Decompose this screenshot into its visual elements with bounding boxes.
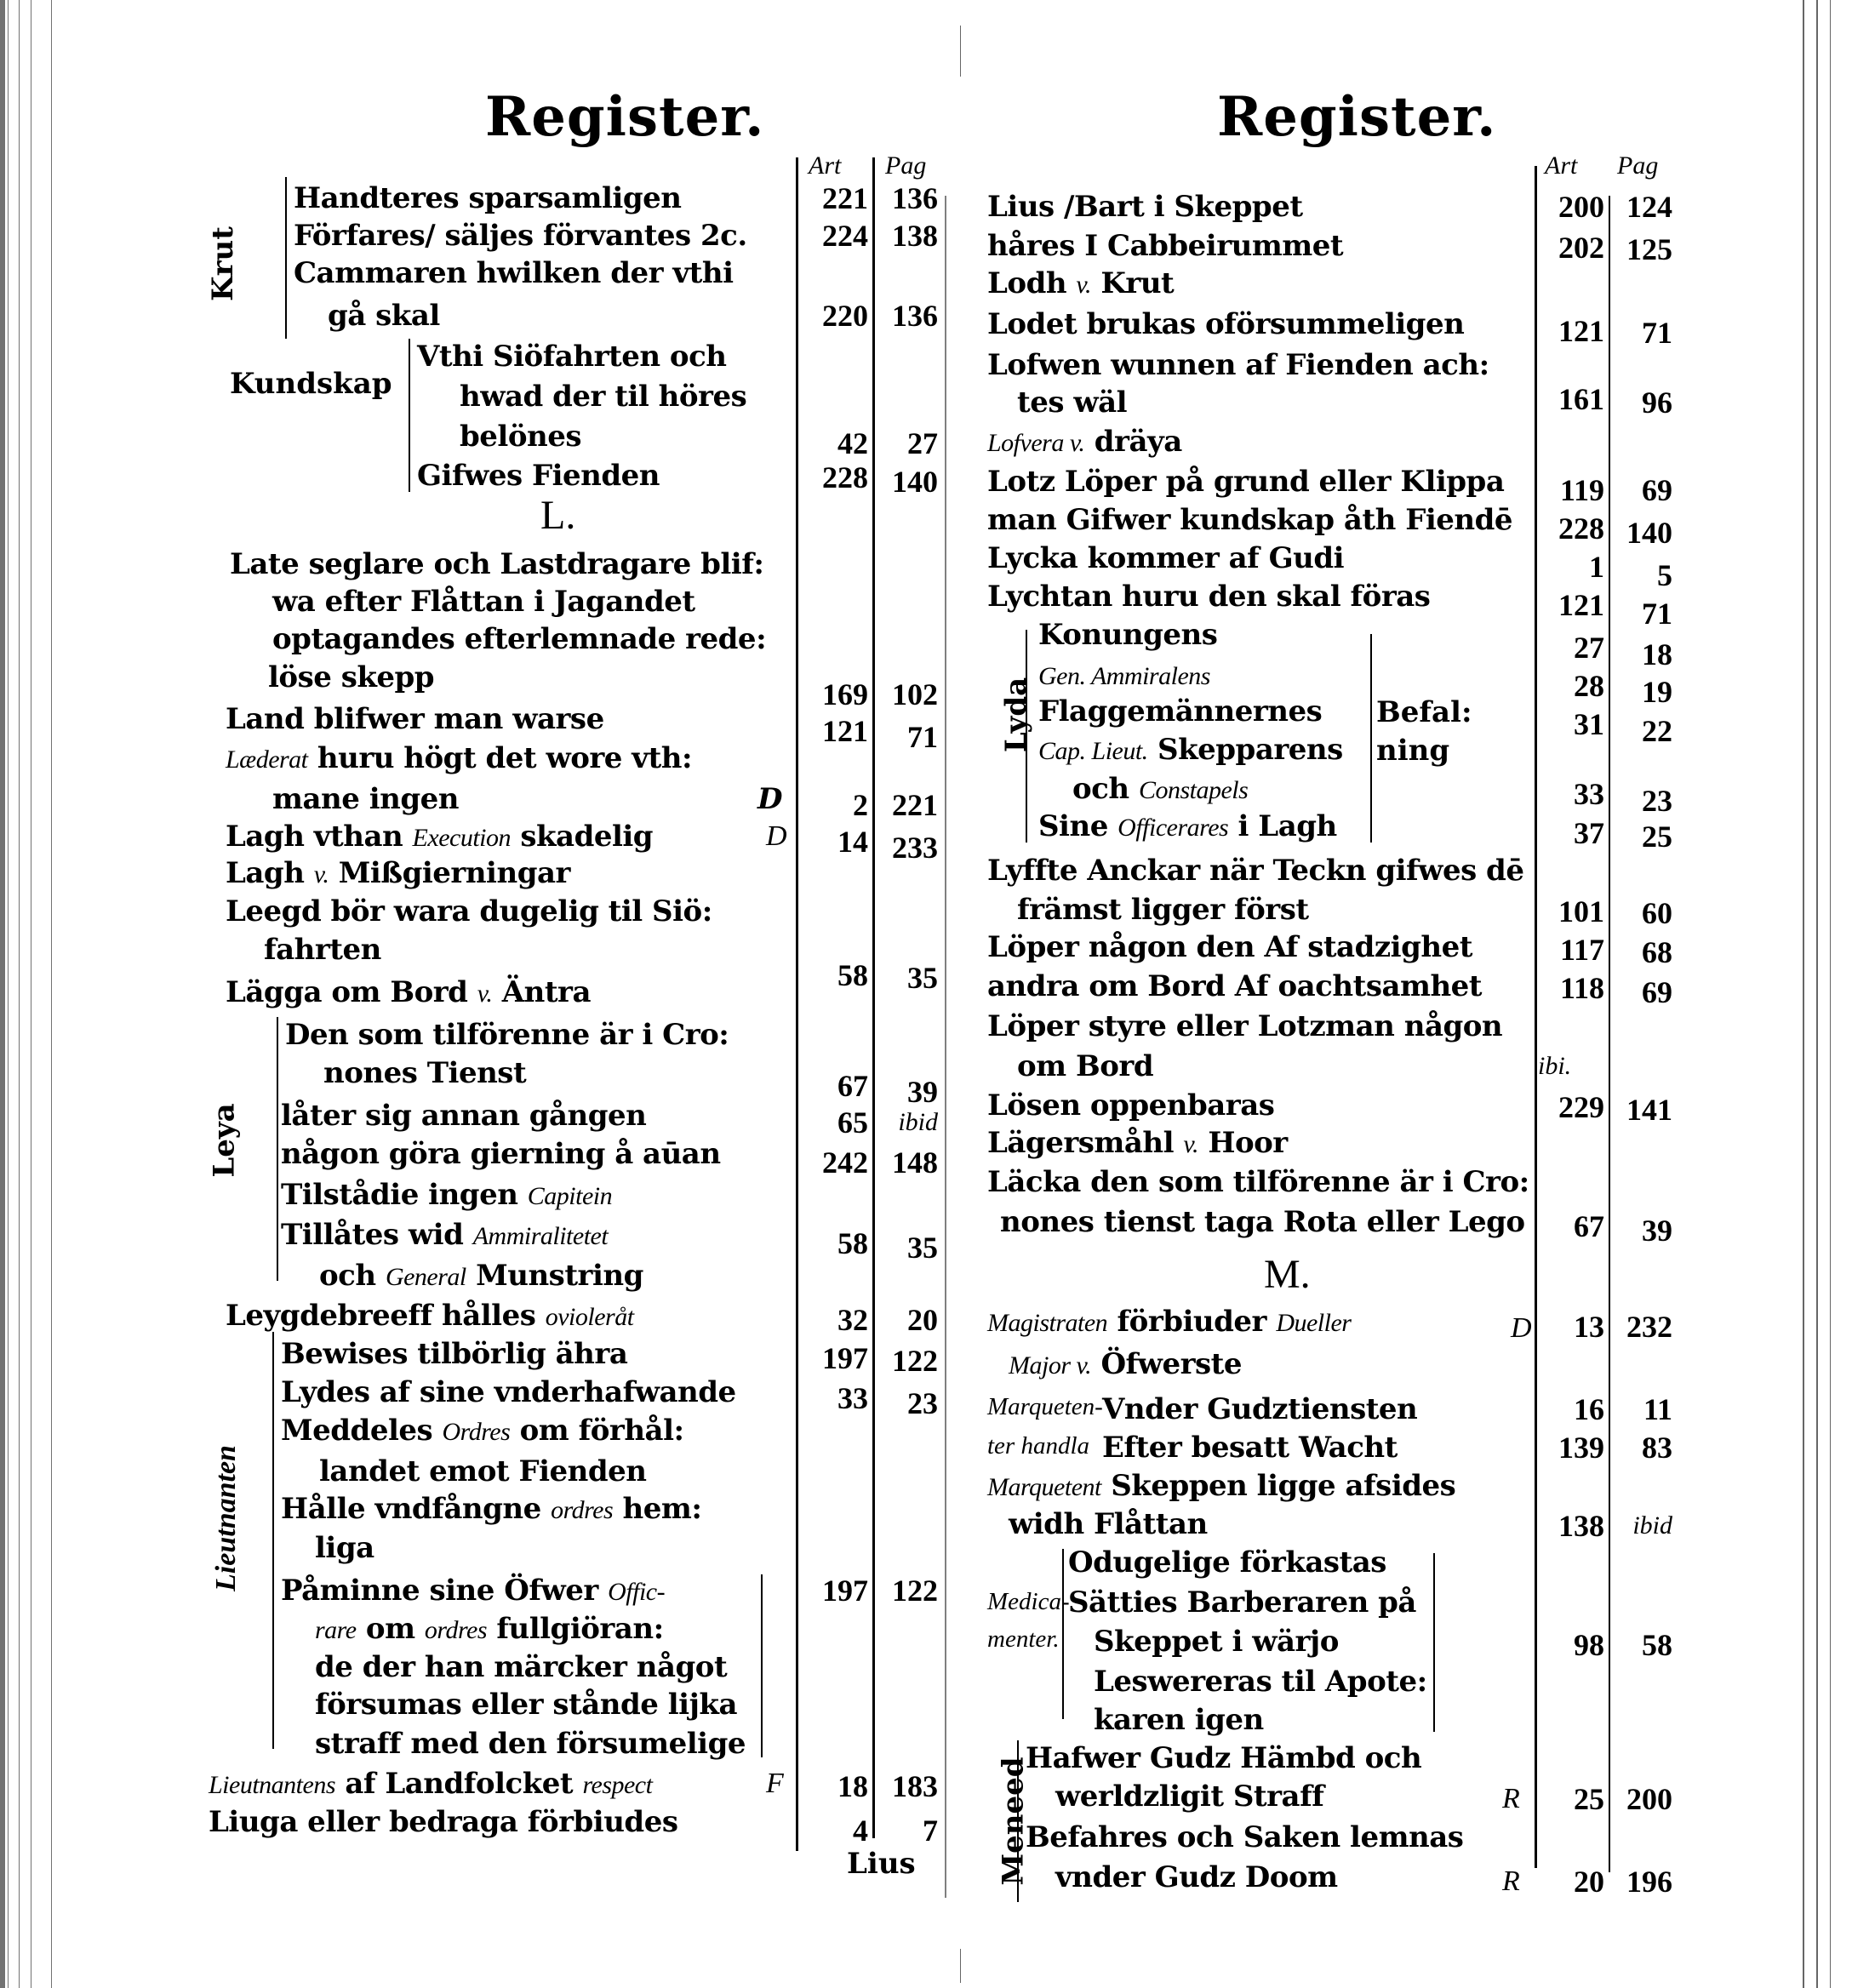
index-entry: Sätties Barberaren på bbox=[1068, 1585, 1416, 1620]
index-entry bbox=[319, 1258, 643, 1294]
art-number: 20 bbox=[1574, 1865, 1604, 1899]
entry-text: Lagh bbox=[226, 856, 305, 890]
column-rule-art bbox=[796, 157, 798, 1851]
index-entry: landet emot Fienden bbox=[319, 1454, 647, 1488]
page-number: 11 bbox=[1643, 1392, 1672, 1426]
page-number: 196 bbox=[1626, 1865, 1672, 1899]
art-number: 197 bbox=[822, 1574, 868, 1608]
page-number: 68 bbox=[1642, 935, 1672, 969]
art-number: 169 bbox=[822, 677, 868, 711]
entry-italic: v. bbox=[1183, 1130, 1198, 1158]
column-header-art: Art bbox=[809, 151, 842, 180]
entry-text: Meddeles bbox=[281, 1414, 433, 1448]
group-label-kundskap: Kundskap bbox=[230, 367, 392, 401]
page-number: 27 bbox=[907, 426, 938, 460]
art-number: 197 bbox=[822, 1341, 868, 1375]
entry-italic: Dueller bbox=[1276, 1309, 1352, 1337]
index-entry bbox=[209, 1766, 652, 1802]
page-number: 5 bbox=[1657, 558, 1672, 592]
page-number: 71 bbox=[1642, 597, 1672, 631]
entry-italic: Cap. Lieut. bbox=[1038, 737, 1148, 765]
index-entry: de der han märcker något bbox=[315, 1650, 728, 1684]
index-entry: om Bord bbox=[1017, 1049, 1154, 1083]
entry-italic: Officerares bbox=[1117, 814, 1229, 842]
index-entry bbox=[281, 1573, 665, 1608]
page-edge-rule bbox=[945, 196, 946, 1898]
entry-text: och bbox=[1072, 772, 1129, 806]
entry-text: om förhål: bbox=[519, 1414, 684, 1448]
gutter-mark bbox=[960, 1949, 961, 1983]
index-entry bbox=[987, 1125, 1288, 1161]
page-number: 69 bbox=[1642, 473, 1672, 507]
index-entry bbox=[1072, 771, 1248, 807]
page-number: 35 bbox=[907, 1231, 938, 1265]
index-entry: Cammaren hwilken der vthi bbox=[294, 256, 734, 290]
index-entry bbox=[987, 1304, 1351, 1340]
index-entry: Liuga eller bedraga förbiudes bbox=[209, 1805, 678, 1839]
art-number: 58 bbox=[837, 1226, 868, 1260]
index-entry: Leegd bör wara dugelig til Siö: bbox=[226, 894, 712, 928]
entry-italic: Ammiralitetet bbox=[472, 1222, 609, 1250]
index-entry bbox=[281, 1413, 684, 1448]
catchword: Lius bbox=[847, 1847, 916, 1881]
group-label-krut: Krut bbox=[205, 226, 240, 301]
index-entry bbox=[226, 1298, 634, 1334]
entry-text: Lägga om Bord bbox=[226, 975, 468, 1009]
source-mark: D bbox=[757, 782, 782, 816]
entry-italic: Major v. bbox=[1009, 1351, 1092, 1380]
art-number: 31 bbox=[1574, 707, 1604, 741]
entry-italic: Marquetent bbox=[987, 1473, 1101, 1501]
page-number: 39 bbox=[1642, 1214, 1672, 1248]
index-entry bbox=[226, 740, 692, 776]
page-number: 140 bbox=[1626, 516, 1672, 550]
index-entry: löse skepp bbox=[268, 660, 435, 694]
art-number: 2 bbox=[853, 788, 868, 822]
entry-italic: rare bbox=[315, 1616, 357, 1644]
index-entry: belönes bbox=[460, 420, 581, 454]
group-label-meneed: Meneed bbox=[996, 1757, 1031, 1886]
index-entry: Lius /Bart i Skeppet bbox=[987, 190, 1303, 224]
brace bbox=[1430, 1553, 1435, 1732]
art-number: 16 bbox=[1574, 1392, 1604, 1426]
column-rule-pag bbox=[872, 157, 875, 1838]
brace bbox=[1026, 630, 1027, 843]
art-number: 42 bbox=[837, 426, 868, 460]
section-letter: L. bbox=[540, 493, 576, 538]
art-number: 242 bbox=[822, 1145, 868, 1180]
page-number: 23 bbox=[907, 1386, 938, 1420]
entry-italic: respect bbox=[582, 1771, 653, 1799]
index-entry: wa efter Flåttan i Jagandet bbox=[272, 585, 695, 619]
index-entry: Lydes af sine vnderhafwande bbox=[281, 1375, 736, 1409]
art-number: 121 bbox=[1558, 588, 1604, 622]
index-entry: Lofwen wunnen af Fienden ach: bbox=[987, 348, 1489, 382]
index-entry: Vnder Gudztiensten bbox=[1102, 1392, 1418, 1426]
entry-text: och bbox=[319, 1259, 376, 1293]
group-label-marquetenter: Marqueten- ter handla bbox=[987, 1393, 1103, 1460]
art-number: 101 bbox=[1558, 894, 1604, 928]
brace bbox=[272, 1332, 274, 1749]
art-number: 33 bbox=[837, 1381, 868, 1415]
page-number: 136 bbox=[892, 181, 938, 215]
brace bbox=[277, 1017, 278, 1281]
entry-text: Krut bbox=[1100, 266, 1175, 300]
index-entry: Gifwes Fienden bbox=[417, 459, 660, 493]
index-entry bbox=[1009, 1346, 1242, 1382]
page-number: 18 bbox=[1642, 637, 1672, 671]
entry-italic: Constapels bbox=[1138, 776, 1249, 804]
page-number: 71 bbox=[907, 720, 938, 754]
group-label-befalning: Befal: ning bbox=[1376, 695, 1472, 768]
index-entry: Odugelige förkastas bbox=[1068, 1545, 1386, 1580]
index-entry: Läcka den som tilförenne är i Cro: bbox=[987, 1165, 1529, 1199]
entry-text: fullgiöran: bbox=[496, 1612, 664, 1646]
page-number: 183 bbox=[892, 1769, 938, 1803]
page-number: 7 bbox=[923, 1814, 938, 1848]
page-number: 58 bbox=[1642, 1628, 1672, 1662]
index-entry: Lyffte Anckar när Teckn gifwes dē bbox=[987, 854, 1524, 888]
index-entry: låter sig annan gången bbox=[281, 1099, 647, 1133]
entry-text: Skeppen ligge afsides bbox=[1111, 1469, 1456, 1503]
index-entry bbox=[226, 855, 570, 891]
index-entry: Vthi Siöfahrten och bbox=[417, 340, 727, 374]
entry-text: skadelig bbox=[520, 820, 654, 854]
art-number: 65 bbox=[837, 1105, 868, 1140]
art-number: 119 bbox=[1559, 473, 1604, 507]
entry-text: Hålle vndfångne bbox=[281, 1492, 541, 1526]
index-entry: vnder Gudz Doom bbox=[1055, 1860, 1338, 1894]
art-number: 118 bbox=[1559, 971, 1604, 1005]
entry-text: Tilstådie ingen bbox=[281, 1178, 518, 1212]
source-mark: D bbox=[766, 820, 787, 852]
page-number: 102 bbox=[892, 677, 938, 711]
entry-text: af Landfolcket bbox=[345, 1767, 574, 1801]
entry-text: dräya bbox=[1094, 425, 1182, 459]
entry-italic: ordres bbox=[424, 1616, 488, 1644]
page-number: 122 bbox=[892, 1574, 938, 1608]
gutter-mark bbox=[960, 26, 961, 77]
group-label-lieutnanten: Lieutnanten bbox=[209, 1445, 242, 1591]
art-number: 220 bbox=[822, 299, 868, 333]
index-entry: mane ingen bbox=[272, 782, 459, 816]
art-number: 221 bbox=[822, 181, 868, 215]
index-entry: Den som tilförenne är i Cro: bbox=[285, 1018, 729, 1052]
page-number: 39 bbox=[907, 1075, 938, 1109]
art-number: 13 bbox=[1574, 1310, 1604, 1344]
index-entry: werldzligit Straff bbox=[1055, 1779, 1324, 1814]
index-entry: Lodet brukas oförsummeligen bbox=[987, 307, 1465, 341]
entry-italic: v. bbox=[1076, 271, 1092, 299]
index-entry: Late seglare och Lastdragare blif: bbox=[230, 547, 764, 581]
page-number: 124 bbox=[1626, 190, 1672, 224]
index-entry: optagandes efterlemnade rede: bbox=[272, 622, 767, 656]
entry-text: hem: bbox=[622, 1492, 702, 1526]
index-entry: andra om Bord Af oachtsamhet bbox=[987, 969, 1483, 1003]
brace bbox=[409, 339, 410, 492]
column-rule-art bbox=[1535, 166, 1537, 1868]
art-number: 224 bbox=[822, 219, 868, 253]
entry-text: i Lagh bbox=[1238, 809, 1337, 843]
entry-italic: Execution bbox=[412, 824, 511, 852]
index-entry bbox=[281, 1177, 612, 1213]
index-entry: Förfares/ säljes förvantes 2c. bbox=[294, 219, 747, 253]
index-entry: Leswereras til Apote: bbox=[1094, 1665, 1427, 1699]
entry-text: Lagh vthan bbox=[226, 820, 403, 854]
section-letter: M. bbox=[1264, 1252, 1311, 1297]
group-label-leya: Leya bbox=[207, 1103, 242, 1178]
entry-italic: Magistraten bbox=[987, 1309, 1108, 1337]
index-entry bbox=[281, 1491, 701, 1527]
brace bbox=[757, 1574, 763, 1757]
entry-text: Sine bbox=[1038, 809, 1108, 843]
art-number: 229 bbox=[1558, 1090, 1604, 1124]
page-number: 138 bbox=[892, 219, 938, 253]
index-entry bbox=[1038, 657, 1210, 693]
index-entry: främst ligger först bbox=[1017, 893, 1309, 927]
index-entry bbox=[281, 1217, 608, 1253]
index-entry bbox=[226, 819, 653, 854]
page-number: 83 bbox=[1642, 1431, 1672, 1465]
page-number: 25 bbox=[1642, 820, 1672, 854]
art-number: ibi. bbox=[1538, 1052, 1572, 1080]
art-number: 4 bbox=[853, 1814, 868, 1848]
index-entry bbox=[987, 266, 1174, 301]
art-number: 58 bbox=[837, 958, 868, 992]
entry-text: Äntra bbox=[501, 975, 591, 1009]
page-number: 232 bbox=[1626, 1310, 1672, 1344]
page-number: 125 bbox=[1626, 232, 1672, 266]
entry-text: Munstring bbox=[476, 1259, 643, 1293]
art-number: 1 bbox=[1589, 550, 1604, 584]
index-entry: nones Tienst bbox=[323, 1056, 527, 1090]
entry-italic: Gen. Ammiralens bbox=[1038, 662, 1210, 690]
index-entry: widh Flåttan bbox=[1009, 1507, 1208, 1541]
art-number: 202 bbox=[1558, 231, 1604, 265]
entry-text: huru högt det wore vth: bbox=[317, 741, 693, 775]
source-mark: D bbox=[1511, 1312, 1532, 1344]
index-entry bbox=[1038, 732, 1343, 768]
art-number: 138 bbox=[1558, 1509, 1604, 1543]
entry-text: Hoor bbox=[1208, 1126, 1288, 1160]
index-entry: Löper någon den Af stadzighet bbox=[987, 930, 1472, 964]
art-number: 37 bbox=[1574, 816, 1604, 850]
index-entry bbox=[987, 424, 1182, 460]
index-entry: Flaggemännernes bbox=[1038, 694, 1323, 728]
page-number: 200 bbox=[1626, 1782, 1672, 1816]
page-number: 20 bbox=[907, 1303, 938, 1337]
art-number: 98 bbox=[1574, 1628, 1604, 1662]
index-entry: någon göra gierning å aūan bbox=[281, 1137, 721, 1171]
entry-italic: Lieutnantens bbox=[209, 1771, 335, 1799]
entry-text: Påminne sine Öfwer bbox=[281, 1574, 598, 1608]
entry-text: Öfwerste bbox=[1100, 1347, 1242, 1381]
entry-italic: ovioleråt bbox=[545, 1303, 634, 1331]
index-entry bbox=[987, 1468, 1455, 1504]
entry-text: om bbox=[365, 1612, 415, 1646]
page-title: Register. bbox=[1217, 85, 1497, 149]
page-number: 136 bbox=[892, 299, 938, 333]
index-entry: Efter besatt Wacht bbox=[1102, 1431, 1398, 1465]
index-entry: Lösen oppenbaras bbox=[987, 1088, 1275, 1123]
index-entry bbox=[226, 974, 591, 1010]
index-entry: Befahres och Saken lemnas bbox=[1026, 1820, 1464, 1854]
page-number: 96 bbox=[1642, 386, 1672, 420]
art-number: 200 bbox=[1558, 190, 1604, 224]
page-number: 221 bbox=[892, 788, 938, 822]
book-edge-left bbox=[0, 0, 81, 1988]
page-number: 35 bbox=[907, 961, 938, 995]
entry-italic: Ordres bbox=[442, 1418, 511, 1446]
index-entry: karen igen bbox=[1094, 1703, 1264, 1737]
column-header-pag: Pag bbox=[1617, 151, 1659, 180]
column-header-art: Art bbox=[1545, 151, 1578, 180]
book-edge-right bbox=[1796, 0, 1852, 1988]
index-entry: Skeppet i wärjo bbox=[1094, 1625, 1339, 1659]
art-number: 67 bbox=[837, 1069, 868, 1103]
index-entry: Lycka kommer af Gudi bbox=[987, 541, 1345, 575]
page-number: 69 bbox=[1642, 975, 1672, 1009]
index-entry: Land blifwer man warse bbox=[226, 702, 604, 736]
entry-text: Skepparens bbox=[1158, 733, 1343, 767]
entry-italic: General bbox=[385, 1263, 466, 1291]
column-rule-pag bbox=[1609, 196, 1610, 1872]
index-entry: fahrten bbox=[264, 933, 381, 967]
index-entry: straff med den försumelige bbox=[315, 1727, 746, 1761]
art-number: 25 bbox=[1574, 1782, 1604, 1816]
index-entry: försumas eller stånde lijka bbox=[315, 1688, 737, 1722]
index-entry: liga bbox=[315, 1531, 374, 1565]
page-number: 60 bbox=[1642, 896, 1672, 930]
page-number: 148 bbox=[892, 1145, 938, 1180]
art-number: 27 bbox=[1574, 631, 1604, 665]
entry-italic: v. bbox=[313, 860, 329, 888]
entry-text: Tillåtes wid bbox=[281, 1218, 464, 1252]
source-mark: R bbox=[1502, 1783, 1520, 1814]
page-number: 140 bbox=[892, 465, 938, 499]
entry-italic: ordres bbox=[551, 1496, 614, 1524]
page-number: ibid bbox=[898, 1108, 938, 1136]
brace bbox=[285, 177, 287, 339]
index-entry: håres I Cabbeirummet bbox=[987, 229, 1344, 263]
index-entry: Handteres sparsamligen bbox=[294, 181, 682, 215]
art-number: 121 bbox=[1558, 314, 1604, 348]
group-label-lyda: Lyda bbox=[999, 677, 1034, 753]
brace bbox=[1017, 1740, 1019, 1902]
art-number: 33 bbox=[1574, 777, 1604, 811]
index-entry: Bewises tilbörlig ähra bbox=[281, 1337, 628, 1371]
source-mark: R bbox=[1502, 1865, 1520, 1897]
art-number: 161 bbox=[1558, 382, 1604, 416]
art-number: 14 bbox=[837, 825, 868, 859]
page-number: 23 bbox=[1642, 784, 1672, 818]
page-number: 19 bbox=[1642, 675, 1672, 709]
entry-text: Mißgierningar bbox=[338, 856, 570, 890]
index-entry: tes wäl bbox=[1017, 386, 1128, 420]
art-number: 28 bbox=[1574, 669, 1604, 703]
entry-italic: v. bbox=[477, 980, 493, 1008]
brace bbox=[1370, 634, 1372, 843]
index-entry: nones tienst taga Rota eller Lego bbox=[1000, 1205, 1525, 1239]
art-number: 18 bbox=[837, 1769, 868, 1803]
entry-text: Lodh bbox=[987, 266, 1067, 300]
entry-text: Lägersmåhl bbox=[987, 1126, 1175, 1160]
index-entry: Lychtan huru den skal föras bbox=[987, 580, 1431, 614]
art-number: 32 bbox=[837, 1303, 868, 1337]
art-number: 121 bbox=[822, 714, 868, 748]
page-number: 233 bbox=[892, 831, 938, 865]
brace bbox=[1062, 1549, 1064, 1719]
index-entry: Löper styre eller Lotzman någon bbox=[987, 1009, 1503, 1043]
column-header-pag: Pag bbox=[885, 151, 927, 180]
index-entry: hwad der til höres bbox=[460, 380, 747, 414]
page-number: 122 bbox=[892, 1344, 938, 1378]
index-entry bbox=[315, 1611, 664, 1647]
index-entry bbox=[1038, 808, 1337, 844]
entry-text: Leygdebreeff hålles bbox=[226, 1299, 536, 1333]
page-number: ibid bbox=[1632, 1511, 1672, 1540]
entry-italic: Lofvera v. bbox=[987, 429, 1085, 457]
index-entry: Konungens bbox=[1038, 618, 1218, 652]
entry-italic: Capitein bbox=[527, 1182, 613, 1210]
entry-italic: Offic- bbox=[608, 1578, 666, 1606]
page-number: 22 bbox=[1642, 714, 1672, 748]
index-entry: gå skal bbox=[328, 299, 440, 333]
group-label-medicamenter: Medica- menter. bbox=[987, 1588, 1070, 1653]
art-number: 117 bbox=[1559, 933, 1604, 967]
entry-italic: Læderat bbox=[226, 746, 308, 774]
page-number: 141 bbox=[1626, 1093, 1672, 1127]
source-mark: F bbox=[766, 1768, 784, 1799]
page-title: Register. bbox=[485, 85, 765, 149]
art-number: 228 bbox=[1558, 511, 1604, 546]
art-number: 139 bbox=[1558, 1431, 1604, 1465]
art-number: 67 bbox=[1574, 1209, 1604, 1243]
entry-text: förbiuder bbox=[1117, 1305, 1266, 1339]
index-entry: Hafwer Gudz Hämbd och bbox=[1026, 1741, 1422, 1775]
index-entry: man Gifwer kundskap åth Fiendē bbox=[987, 503, 1513, 537]
art-number: 228 bbox=[822, 460, 868, 494]
index-entry: Lotz Löper på grund eller Klippa bbox=[987, 465, 1505, 499]
page-number: 71 bbox=[1642, 316, 1672, 350]
